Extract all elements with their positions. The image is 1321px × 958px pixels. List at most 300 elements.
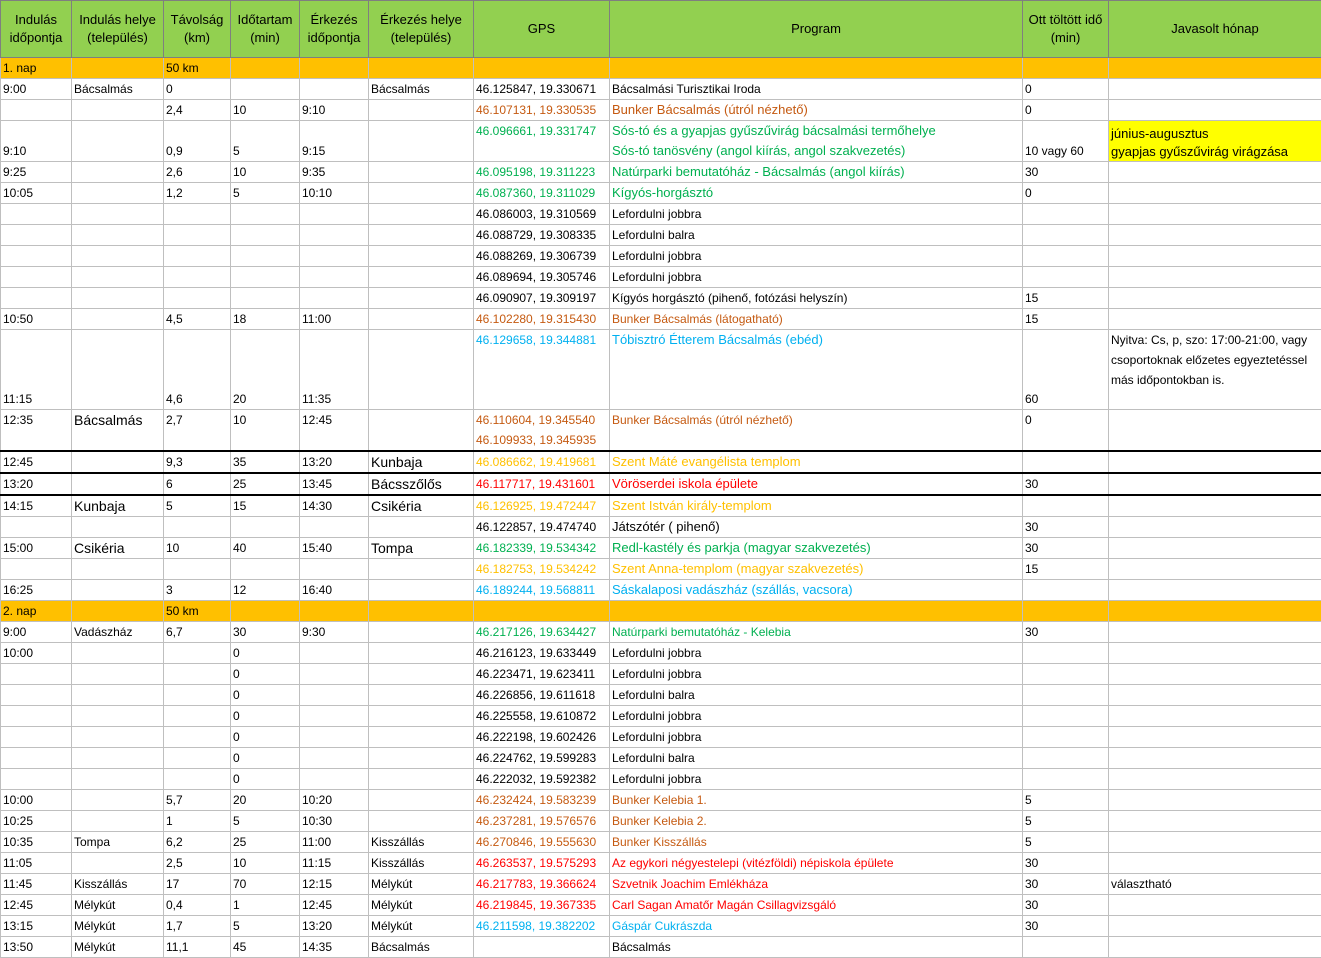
gps-cell[interactable]: 46.232424, 19.583239	[474, 790, 610, 811]
time-spent[interactable]: 0	[1023, 79, 1109, 100]
gps-cell[interactable]: 46.088729, 19.308335	[474, 225, 610, 246]
program-cell[interactable]: Lefordulni balra	[610, 225, 1023, 246]
time-spent[interactable]: 30	[1023, 622, 1109, 643]
program-cell[interactable]: Gáspár Cukrászda	[610, 916, 1023, 937]
duration[interactable]: 15	[231, 495, 300, 517]
time-spent[interactable]	[1023, 267, 1109, 288]
departure-place[interactable]	[72, 330, 164, 410]
distance[interactable]	[164, 664, 231, 685]
arrival-time[interactable]: 11:15	[300, 853, 369, 874]
arrival-time[interactable]	[300, 643, 369, 664]
gps-cell[interactable]: 46.125847, 19.330671	[474, 79, 610, 100]
departure-time[interactable]: 9:00	[1, 622, 72, 643]
program-cell[interactable]: Vöröserdei iskola épülete	[610, 473, 1023, 495]
departure-time[interactable]: 10:25	[1, 811, 72, 832]
duration[interactable]	[231, 246, 300, 267]
header-gps[interactable]: GPS	[474, 1, 610, 58]
gps-cell[interactable]	[474, 410, 610, 452]
departure-time[interactable]: 10:50	[1, 309, 72, 330]
departure-time[interactable]	[1, 664, 72, 685]
departure-time[interactable]: 10:05	[1, 183, 72, 204]
arrival-place[interactable]	[369, 309, 474, 330]
departure-time[interactable]: 10:00	[1, 790, 72, 811]
suggested-month[interactable]	[1109, 664, 1321, 685]
suggested-month[interactable]	[1109, 622, 1321, 643]
time-spent[interactable]	[1023, 748, 1109, 769]
time-spent[interactable]: 0	[1023, 100, 1109, 121]
program-cell[interactable]: Natúrparki bemutatóház - Kelebia	[610, 622, 1023, 643]
program-cell[interactable]: Lefordulni jobbra	[610, 204, 1023, 225]
gps-cell[interactable]: 46.222032, 19.592382	[474, 769, 610, 790]
distance[interactable]	[164, 685, 231, 706]
arrival-place[interactable]: Kisszállás	[369, 832, 474, 853]
arrival-place[interactable]	[369, 204, 474, 225]
departure-time[interactable]: 9:10	[1, 121, 72, 162]
time-spent[interactable]: 0	[1023, 410, 1109, 452]
distance[interactable]	[164, 769, 231, 790]
gps-cell[interactable]: 46.226856, 19.611618	[474, 685, 610, 706]
arrival-time[interactable]: 12:45	[300, 410, 369, 452]
suggested-month[interactable]	[1109, 538, 1321, 559]
distance[interactable]	[164, 204, 231, 225]
suggested-month[interactable]: Nyitva: Cs, p, szo: 17:00-21:00, vagy csoportoknak előzetes egyeztetéssel más időpontokban is.	[1109, 330, 1321, 410]
time-spent[interactable]	[1023, 204, 1109, 225]
program-cell[interactable]: Szent Anna-templom (magyar szakvezetés)	[610, 559, 1023, 580]
distance[interactable]: 3	[164, 580, 231, 601]
suggested-month[interactable]	[1109, 473, 1321, 495]
suggested-month[interactable]	[1109, 100, 1321, 121]
program-cell[interactable]: Az egykori négyestelepi (vitézföldi) népiskola épülete	[610, 853, 1023, 874]
time-spent[interactable]	[1023, 643, 1109, 664]
departure-place[interactable]	[72, 769, 164, 790]
gps-cell[interactable]: 46.223471, 19.623411	[474, 664, 610, 685]
time-spent[interactable]: 30	[1023, 853, 1109, 874]
duration[interactable]: 0	[231, 706, 300, 727]
suggested-month[interactable]	[1109, 895, 1321, 916]
suggested-month[interactable]	[1109, 790, 1321, 811]
time-spent[interactable]	[1023, 495, 1109, 517]
gps-cell[interactable]: 46.237281, 19.576576	[474, 811, 610, 832]
program-cell[interactable]: Lefordulni jobbra	[610, 664, 1023, 685]
header-time-spent[interactable]: Ott töltött idő (min)	[1023, 1, 1109, 58]
duration[interactable]	[231, 225, 300, 246]
arrival-place[interactable]	[369, 685, 474, 706]
departure-place[interactable]	[72, 685, 164, 706]
arrival-place[interactable]: Kisszállás	[369, 853, 474, 874]
suggested-month[interactable]	[1109, 288, 1321, 309]
time-spent[interactable]	[1023, 225, 1109, 246]
distance[interactable]: 0,9	[164, 121, 231, 162]
time-spent[interactable]: 30	[1023, 538, 1109, 559]
distance[interactable]	[164, 559, 231, 580]
departure-time[interactable]	[1, 100, 72, 121]
duration[interactable]: 10	[231, 853, 300, 874]
arrival-time[interactable]	[300, 685, 369, 706]
program-cell[interactable]	[610, 121, 1023, 162]
distance[interactable]: 1,7	[164, 916, 231, 937]
departure-place[interactable]	[72, 748, 164, 769]
suggested-month[interactable]	[1109, 748, 1321, 769]
arrival-place[interactable]: Tompa	[369, 538, 474, 559]
program-cell[interactable]: Lefordulni balra	[610, 748, 1023, 769]
program-cell[interactable]: Lefordulni jobbra	[610, 246, 1023, 267]
distance[interactable]: 0,4	[164, 895, 231, 916]
arrival-time[interactable]	[300, 246, 369, 267]
arrival-time[interactable]: 14:35	[300, 937, 369, 958]
distance[interactable]	[164, 643, 231, 664]
arrival-time[interactable]: 10:30	[300, 811, 369, 832]
departure-place[interactable]	[72, 225, 164, 246]
arrival-time[interactable]: 13:45	[300, 473, 369, 495]
arrival-place[interactable]: Mélykút	[369, 916, 474, 937]
duration[interactable]: 0	[231, 643, 300, 664]
arrival-place[interactable]	[369, 811, 474, 832]
arrival-place[interactable]: Bácsalmás	[369, 937, 474, 958]
program-cell[interactable]: Carl Sagan Amatőr Magán Csillagvizsgáló	[610, 895, 1023, 916]
arrival-time[interactable]	[300, 769, 369, 790]
departure-time[interactable]: 10:35	[1, 832, 72, 853]
departure-time[interactable]	[1, 769, 72, 790]
duration[interactable]: 18	[231, 309, 300, 330]
suggested-month[interactable]	[1109, 811, 1321, 832]
duration[interactable]	[231, 559, 300, 580]
time-spent[interactable]: 15	[1023, 309, 1109, 330]
program-cell[interactable]: Bácsalmási Turisztikai Iroda	[610, 79, 1023, 100]
arrival-place[interactable]: Csikéria	[369, 495, 474, 517]
suggested-month[interactable]	[1109, 769, 1321, 790]
program-cell[interactable]: Kígyós-horgásztó	[610, 183, 1023, 204]
gps-cell[interactable]: 46.102280, 19.315430	[474, 309, 610, 330]
time-spent[interactable]: 30	[1023, 895, 1109, 916]
duration[interactable]: 0	[231, 748, 300, 769]
duration[interactable]: 10	[231, 162, 300, 183]
arrival-time[interactable]: 12:15	[300, 874, 369, 895]
arrival-place[interactable]	[369, 559, 474, 580]
duration[interactable]: 0	[231, 769, 300, 790]
suggested-month[interactable]	[1109, 162, 1321, 183]
gps-cell[interactable]: 46.126925, 19.472447	[474, 495, 610, 517]
distance[interactable]: 5,7	[164, 790, 231, 811]
departure-time[interactable]: 15:00	[1, 538, 72, 559]
suggested-month[interactable]	[1109, 685, 1321, 706]
departure-time[interactable]	[1, 225, 72, 246]
time-spent[interactable]: 30	[1023, 473, 1109, 495]
departure-time[interactable]: 12:35	[1, 410, 72, 452]
arrival-time[interactable]: 13:20	[300, 451, 369, 473]
gps-cell[interactable]: 46.219845, 19.367335	[474, 895, 610, 916]
departure-time[interactable]: 13:50	[1, 937, 72, 958]
departure-place[interactable]: Tompa	[72, 832, 164, 853]
time-spent[interactable]	[1023, 580, 1109, 601]
program-cell[interactable]: Lefordulni jobbra	[610, 727, 1023, 748]
arrival-time[interactable]: 9:35	[300, 162, 369, 183]
program-cell[interactable]: Bácsalmás	[610, 937, 1023, 958]
departure-time[interactable]: 13:20	[1, 473, 72, 495]
distance[interactable]: 2,6	[164, 162, 231, 183]
arrival-time[interactable]	[300, 225, 369, 246]
program-cell[interactable]: Lefordulni balra	[610, 685, 1023, 706]
duration[interactable]: 5	[231, 916, 300, 937]
program-cell[interactable]: Sáskalaposi vadászház (szállás, vacsora)	[610, 580, 1023, 601]
departure-place[interactable]: Bácsalmás	[72, 410, 164, 452]
gps-cell[interactable]: 46.087360, 19.311029	[474, 183, 610, 204]
duration[interactable]: 35	[231, 451, 300, 473]
departure-time[interactable]	[1, 685, 72, 706]
arrival-time[interactable]	[300, 727, 369, 748]
program-cell[interactable]: Lefordulni jobbra	[610, 706, 1023, 727]
arrival-time[interactable]: 10:10	[300, 183, 369, 204]
distance[interactable]: 17	[164, 874, 231, 895]
departure-place[interactable]	[72, 727, 164, 748]
arrival-place[interactable]	[369, 706, 474, 727]
suggested-month[interactable]	[1109, 183, 1321, 204]
departure-time[interactable]: 12:45	[1, 895, 72, 916]
departure-place[interactable]: Kisszállás	[72, 874, 164, 895]
departure-place[interactable]: Mélykút	[72, 937, 164, 958]
header-distance[interactable]: Távolság (km)	[164, 1, 231, 58]
gps-cell[interactable]: 46.217126, 19.634427	[474, 622, 610, 643]
gps-cell[interactable]: 46.270846, 19.555630	[474, 832, 610, 853]
duration[interactable]	[231, 288, 300, 309]
distance[interactable]: 0	[164, 79, 231, 100]
duration[interactable]: 5	[231, 121, 300, 162]
time-spent[interactable]: 30	[1023, 916, 1109, 937]
gps-cell[interactable]: 46.122857, 19.474740	[474, 517, 610, 538]
suggested-month[interactable]	[1109, 727, 1321, 748]
header-arrival-time[interactable]: Érkezés időpontja	[300, 1, 369, 58]
departure-place[interactable]	[72, 664, 164, 685]
time-spent[interactable]	[1023, 937, 1109, 958]
distance[interactable]: 4,6	[164, 330, 231, 410]
time-spent[interactable]: 15	[1023, 288, 1109, 309]
distance[interactable]: 11,1	[164, 937, 231, 958]
suggested-month[interactable]	[1109, 853, 1321, 874]
arrival-time[interactable]	[300, 204, 369, 225]
departure-time[interactable]	[1, 517, 72, 538]
program-cell[interactable]: Játszótér ( pihenő)	[610, 517, 1023, 538]
departure-time[interactable]: 9:25	[1, 162, 72, 183]
distance[interactable]	[164, 225, 231, 246]
departure-place[interactable]	[72, 121, 164, 162]
duration[interactable]	[231, 79, 300, 100]
departure-place[interactable]	[72, 559, 164, 580]
distance[interactable]: 2,4	[164, 100, 231, 121]
suggested-month[interactable]	[1109, 267, 1321, 288]
gps-cell[interactable]: 46.225558, 19.610872	[474, 706, 610, 727]
arrival-place[interactable]	[369, 580, 474, 601]
arrival-time[interactable]	[300, 79, 369, 100]
departure-time[interactable]	[1, 246, 72, 267]
time-spent[interactable]: 10 vagy 60	[1023, 121, 1109, 162]
arrival-time[interactable]: 14:30	[300, 495, 369, 517]
distance[interactable]	[164, 706, 231, 727]
arrival-place[interactable]	[369, 748, 474, 769]
time-spent[interactable]	[1023, 727, 1109, 748]
distance[interactable]: 6	[164, 473, 231, 495]
suggested-month[interactable]	[1109, 225, 1321, 246]
gps-cell[interactable]: 46.089694, 19.305746	[474, 267, 610, 288]
distance[interactable]: 4,5	[164, 309, 231, 330]
gps-cell[interactable]: 46.222198, 19.602426	[474, 727, 610, 748]
departure-place[interactable]: Kunbaja	[72, 495, 164, 517]
time-spent[interactable]: 15	[1023, 559, 1109, 580]
departure-place[interactable]	[72, 643, 164, 664]
time-spent[interactable]: 60	[1023, 330, 1109, 410]
gps-cell[interactable]: 46.182753, 19.534242	[474, 559, 610, 580]
departure-time[interactable]: 9:00	[1, 79, 72, 100]
arrival-time[interactable]	[300, 288, 369, 309]
duration[interactable]: 5	[231, 183, 300, 204]
suggested-month[interactable]	[1109, 451, 1321, 473]
departure-place[interactable]	[72, 267, 164, 288]
distance[interactable]: 2,5	[164, 853, 231, 874]
duration[interactable]: 10	[231, 100, 300, 121]
departure-place[interactable]	[72, 706, 164, 727]
departure-place[interactable]: Mélykút	[72, 916, 164, 937]
departure-place[interactable]	[72, 790, 164, 811]
arrival-time[interactable]: 12:45	[300, 895, 369, 916]
duration[interactable]: 20	[231, 790, 300, 811]
time-spent[interactable]: 30	[1023, 162, 1109, 183]
arrival-time[interactable]: 15:40	[300, 538, 369, 559]
gps-cell[interactable]: 46.088269, 19.306739	[474, 246, 610, 267]
header-program[interactable]: Program	[610, 1, 1023, 58]
duration[interactable]: 0	[231, 664, 300, 685]
program-cell[interactable]: Bunker Kelebia 1.	[610, 790, 1023, 811]
gps-cell[interactable]: 46.189244, 19.568811	[474, 580, 610, 601]
program-cell[interactable]: Szent István király-templom	[610, 495, 1023, 517]
time-spent[interactable]: 0	[1023, 183, 1109, 204]
time-spent[interactable]: 5	[1023, 790, 1109, 811]
suggested-month[interactable]	[1109, 916, 1321, 937]
distance[interactable]: 1,2	[164, 183, 231, 204]
suggested-month[interactable]	[1109, 832, 1321, 853]
arrival-place[interactable]: Bácsalmás	[369, 79, 474, 100]
arrival-time[interactable]	[300, 559, 369, 580]
arrival-place[interactable]	[369, 517, 474, 538]
suggested-month[interactable]	[1109, 559, 1321, 580]
suggested-month[interactable]	[1109, 517, 1321, 538]
duration[interactable]: 30	[231, 622, 300, 643]
distance[interactable]	[164, 246, 231, 267]
departure-time[interactable]: 10:00	[1, 643, 72, 664]
distance[interactable]	[164, 517, 231, 538]
arrival-time[interactable]: 16:40	[300, 580, 369, 601]
arrival-place[interactable]	[369, 246, 474, 267]
arrival-place[interactable]: Mélykút	[369, 874, 474, 895]
program-cell[interactable]: Bunker Bácsalmás (látogatható)	[610, 309, 1023, 330]
program-cell[interactable]: Lefordulni jobbra	[610, 267, 1023, 288]
suggested-month[interactable]	[1109, 309, 1321, 330]
arrival-time[interactable]	[300, 748, 369, 769]
program-cell[interactable]: Bunker Kelebia 2.	[610, 811, 1023, 832]
arrival-place[interactable]: Bácsszőlős	[369, 473, 474, 495]
gps-cell[interactable]: 46.095198, 19.311223	[474, 162, 610, 183]
distance[interactable]	[164, 267, 231, 288]
program-cell[interactable]: Natúrparki bemutatóház - Bácsalmás (angol kiírás)	[610, 162, 1023, 183]
suggested-month[interactable]	[1109, 706, 1321, 727]
header-arrival-place[interactable]: Érkezés helye (település)	[369, 1, 474, 58]
departure-place[interactable]	[72, 162, 164, 183]
departure-place[interactable]	[72, 309, 164, 330]
arrival-time[interactable]: 11:35	[300, 330, 369, 410]
arrival-place[interactable]	[369, 769, 474, 790]
duration[interactable]: 20	[231, 330, 300, 410]
time-spent[interactable]	[1023, 664, 1109, 685]
arrival-place[interactable]	[369, 643, 474, 664]
gps-cell[interactable]: 46.090907, 19.309197	[474, 288, 610, 309]
arrival-time[interactable]: 9:15	[300, 121, 369, 162]
time-spent[interactable]	[1023, 769, 1109, 790]
suggested-month[interactable]	[1109, 410, 1321, 452]
distance[interactable]: 10	[164, 538, 231, 559]
time-spent[interactable]: 5	[1023, 811, 1109, 832]
time-spent[interactable]: 30	[1023, 517, 1109, 538]
distance[interactable]: 1	[164, 811, 231, 832]
gps-cell[interactable]: 46.129658, 19.344881	[474, 330, 610, 410]
gps-cell[interactable]: 46.211598, 19.382202	[474, 916, 610, 937]
program-cell[interactable]: Lefordulni jobbra	[610, 769, 1023, 790]
arrival-place[interactable]: Kunbaja	[369, 451, 474, 473]
duration[interactable]: 70	[231, 874, 300, 895]
duration[interactable]	[231, 267, 300, 288]
departure-time[interactable]	[1, 727, 72, 748]
time-spent[interactable]	[1023, 451, 1109, 473]
arrival-place[interactable]	[369, 727, 474, 748]
departure-time[interactable]	[1, 204, 72, 225]
departure-time[interactable]: 11:05	[1, 853, 72, 874]
departure-place[interactable]	[72, 580, 164, 601]
departure-place[interactable]: Csikéria	[72, 538, 164, 559]
duration[interactable]: 1	[231, 895, 300, 916]
gps-cell[interactable]: 46.107131, 19.330535	[474, 100, 610, 121]
program-cell[interactable]: Bunker Bácsalmás (útról nézhető)	[610, 410, 1023, 452]
arrival-place[interactable]	[369, 100, 474, 121]
header-departure-place[interactable]: Indulás helye (település)	[72, 1, 164, 58]
program-cell[interactable]: Redl-kastély és parkja (magyar szakvezetés)	[610, 538, 1023, 559]
arrival-place[interactable]	[369, 664, 474, 685]
program-cell[interactable]: Szvetnik Joachim Emlékháza	[610, 874, 1023, 895]
duration[interactable]: 10	[231, 410, 300, 452]
departure-place[interactable]	[72, 451, 164, 473]
arrival-time[interactable]	[300, 267, 369, 288]
arrival-time[interactable]: 9:30	[300, 622, 369, 643]
duration[interactable]: 40	[231, 538, 300, 559]
departure-place[interactable]	[72, 100, 164, 121]
suggested-month[interactable]	[1109, 204, 1321, 225]
program-cell[interactable]: Tóbisztró Étterem Bácsalmás (ebéd)	[610, 330, 1023, 410]
time-spent[interactable]: 5	[1023, 832, 1109, 853]
program-cell[interactable]: Bunker Kisszállás	[610, 832, 1023, 853]
departure-place[interactable]: Vadászház	[72, 622, 164, 643]
suggested-month[interactable]	[1109, 580, 1321, 601]
arrival-place[interactable]	[369, 267, 474, 288]
program-cell[interactable]: Szent Máté evangélista templom	[610, 451, 1023, 473]
program-cell[interactable]: Lefordulni jobbra	[610, 643, 1023, 664]
distance[interactable]	[164, 748, 231, 769]
arrival-place[interactable]	[369, 410, 474, 452]
departure-place[interactable]	[72, 853, 164, 874]
departure-time[interactable]	[1, 267, 72, 288]
departure-place[interactable]	[72, 473, 164, 495]
program-cell[interactable]: Bunker Bácsalmás (útról nézhető)	[610, 100, 1023, 121]
suggested-month[interactable]	[1109, 79, 1321, 100]
duration[interactable]: 5	[231, 811, 300, 832]
duration[interactable]: 45	[231, 937, 300, 958]
suggested-month[interactable]	[1109, 495, 1321, 517]
departure-place[interactable]: Bácsalmás	[72, 79, 164, 100]
header-duration[interactable]: Időtartam (min)	[231, 1, 300, 58]
